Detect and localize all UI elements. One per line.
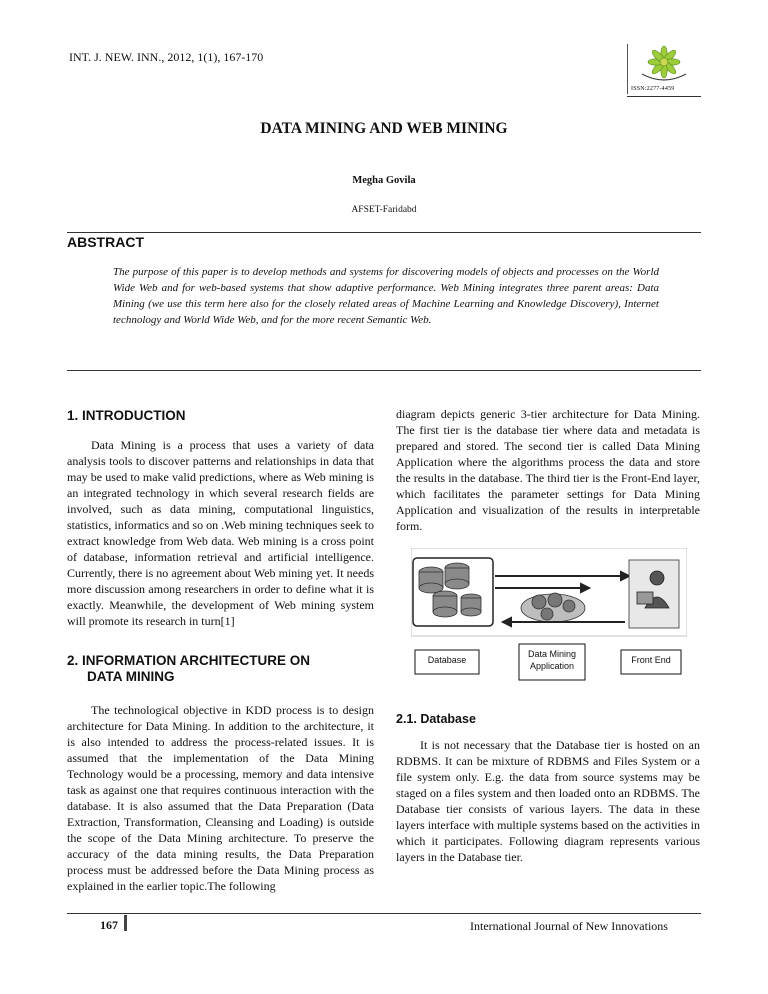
section-heading-line: DATA MINING [87, 669, 175, 684]
figure-label-application [519, 648, 585, 672]
issn-label: ISSN:2277-4459 [631, 86, 675, 92]
abstract-text: The purpose of this paper is to develop methods and systems for discovering models of objects and processes on the World Wide Web and for web-based systems that show adaptive performance. Web Mining integrates three parent areas: Data Mining (we use this term here also for the closely related areas of Machine Learning and Knowledge Discovery), Internet technology and World Wide Web, and for the more recent Semantic Web. [113, 266, 659, 326]
introduction-text: Data Mining is a process that uses a variety of data analysis tools to discover patterns and relationships in data that may be used to make valid predictions, where as Web mining is an integrated technology in which several research fields are involved, such as data mining, computational linguistics, statistics, informatics and so on .Web mining techniques seek to extract knowledge from Web data. Web mining is a cross point of database, information retrieval and artificial intelligence. Currently, there is no agreement about Web mining yet. It needs more discussion among researchers in order to define what it is exactly. Meanwhile, the development of Web mining system will promote its research in turn[1] [67, 438, 374, 628]
abstract-heading: ABSTRACT [67, 234, 144, 250]
architecture-text: The technological objective in KDD process is to design architecture for Data Mining. In addition to the architecture, it is also intended to address the process-related issues. It is assumed that the implementation of the Data Mining Technology would be a processing, memory and data intensive task as against one that requires continuous interaction with the database. It is also assumed that the Data Preparation (Data Extraction, Transformation, Cleansing and Loading) is outside the scope of the Data Mining architecture. To preserve the accuracy of the data mining results, the Data Preparation process must be addressed before the Data Mining process as explained in the earlier topic.The following [67, 703, 374, 893]
divider [627, 96, 701, 97]
database-text: It is not necessary that the Database tier is hosted on an RDBMS. It can be mixture of RDBMS and Files System or a file system only. E.g. the data from source systems may be staged on a files system and then loaded onto an RDBMS. The Database tier consists of various layers. The data in these layers interface with multiple systems based on the activities in which it participates. Following diagram represents various layers in the Database tier. [396, 738, 700, 864]
section-heading-database: 2.1. Database [396, 712, 476, 726]
architecture-figure [411, 548, 687, 684]
author-name: Megha Govila [352, 175, 416, 186]
paper-title: DATA MINING AND WEB MINING [260, 120, 508, 137]
page-number: 167 [100, 918, 118, 932]
page-number-bar [124, 915, 127, 931]
flower-logo-icon [628, 44, 700, 86]
section-heading-line: 2. INFORMATION ARCHITECTURE ON [67, 653, 310, 668]
divider [67, 913, 701, 914]
journal-reference: INT. J. NEW. INN., 2012, 1(1), 167-170 [69, 50, 264, 64]
footer-journal-name: International Journal of New Innovations [470, 919, 668, 933]
divider [67, 370, 701, 371]
section-heading-introduction: 1. INTRODUCTION [67, 408, 186, 423]
figure-label-database: Database [427, 655, 467, 665]
figure-label-frontend: Front End [631, 655, 671, 665]
section-heading-architecture [67, 653, 374, 685]
divider [67, 232, 701, 233]
figure-label-line: Application [529, 661, 575, 671]
architecture-text-continued: diagram depicts generic 3-tier architecture for Data Mining. The first tier is the database tier where data and metadata is prepared and stored. The second tier is called Data Mining Application where the algorithms process the data and store the results in the database. The third tier is the Front-End layer, which facilitates the parameter settings for Data Mining Application and visualization of the results in interpretable form. [396, 407, 700, 533]
user-icon [629, 560, 679, 628]
figure-label-line: Data Mining [527, 649, 577, 659]
author-affiliation: AFSET-Faridabd [351, 205, 417, 215]
